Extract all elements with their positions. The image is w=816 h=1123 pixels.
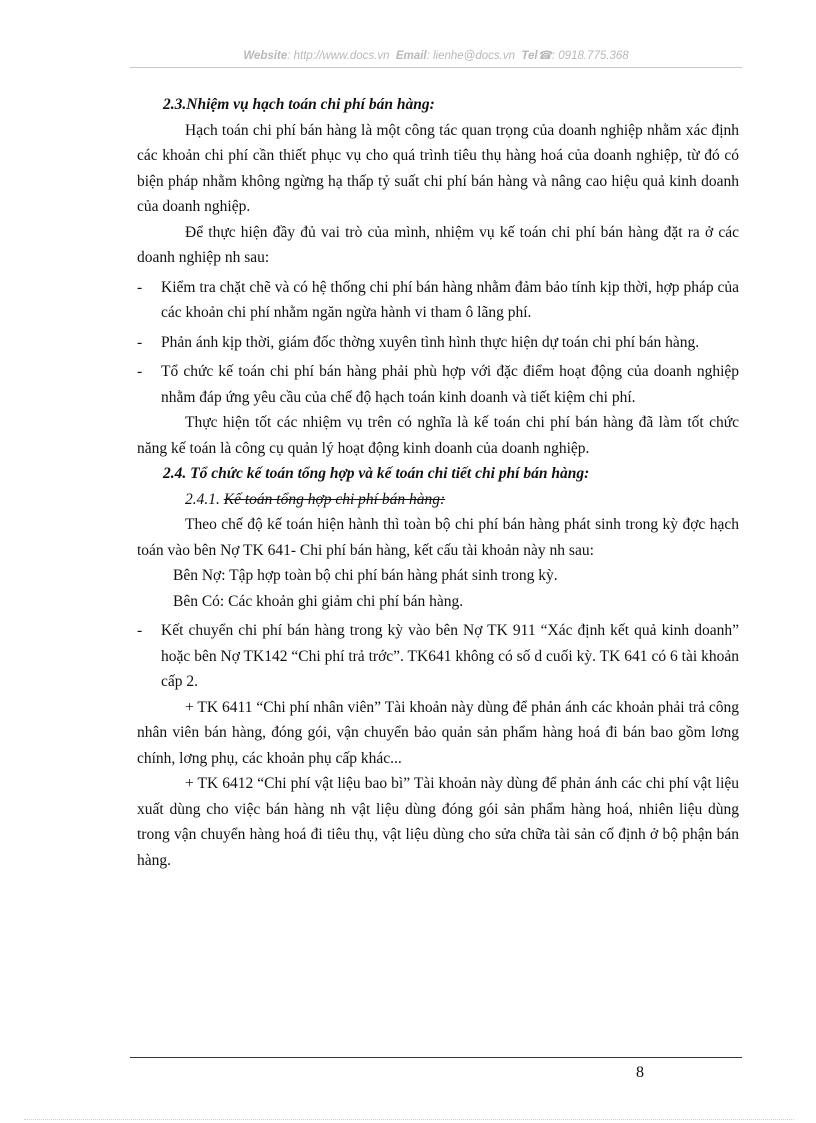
bullet-item — [137, 330, 739, 356]
page-bottom-border — [24, 1119, 794, 1120]
paragraph: + TK 6412 “Chi phí vật liệu bao bì” Tài khoản này dùng để phản ánh các chi phí vật liệu xuất dùng cho việc bán hàng nh vật liệu dùng đóng gói sản phẩm hàng hoá, nhiên liệu dùng trong vận chuyển hàng hoá đi tiêu thụ, vật liệu dùng cho sửa chữa tài sản cố định ở bộ phận bán hàng. — [137, 775, 739, 869]
email-value: : lienhe@docs.vn — [426, 50, 515, 62]
page-header — [130, 48, 742, 68]
paragraph: Thực hiện tốt các nhiệm vụ trên có nghĩa là kế toán chi phí bán hàng đã làm tốt chức năng kế toán là công cụ quản lý hoạt động kinh doanh của doanh nghiệp. — [137, 414, 739, 457]
subsection-heading-2-4-1 — [137, 487, 739, 513]
paragraph: Để thực hiện đầy đủ vai trò của mình, nhiệm vụ kế toán chi phí bán hàng đặt ra ở các doanh nghiệp nh sau: — [137, 223, 739, 266]
section-heading-2-3: 2.3.Nhiệm vụ hạch toán chi phí bán hàng: — [163, 96, 435, 113]
phone-icon: ☎ — [537, 50, 552, 62]
debit-line: Bên Nợ: Tập hợp toàn bộ chi phí bán hàng phát sinh trong kỳ. — [173, 567, 558, 584]
bullet-item — [137, 275, 739, 326]
paragraph: Hạch toán chi phí bán hàng là một công tác quan trọng của doanh nghiệp nhằm xác định các khoản chi phí cần thiết phục vụ cho quá trình tiêu thụ hàng hoá của doanh nghiệp, từ đó có biện pháp nhằm không ngừng hạ thấp tỷ suất chi phí bán hàng và nâng cao hiệu quả kinh doanh của doanh nghiệp. — [137, 121, 739, 215]
header-divider — [130, 67, 742, 68]
bullet-text: Kiểm tra chặt chẽ và có hệ thống chi phí bán hàng nhằm đảm bảo tính kịp thời, hợp pháp của các khoản chi phí nhằm ngăn ngừa hành vi tham ô lãng phí. — [161, 278, 739, 321]
section-heading-2-4: 2.4. Tổ chức kế toán tổng hợp và kế toán chi tiết chi phí bán hàng: — [163, 465, 590, 482]
tel-value: : 0918.775.368 — [551, 50, 629, 62]
page-number: 8 — [636, 1064, 644, 1081]
tel-label: Tel — [521, 50, 538, 62]
bullet-text: Kết chuyển chi phí bán hàng trong kỳ vào bên Nợ TK 911 “Xác định kết quả kinh doanh” hoặc bên Nợ TK142 “Chi phí trả trớc”. TK641 không có số d cuối kỳ. TK 641 có 6 tài khoản cấp 2. — [161, 622, 739, 690]
dash-icon: - — [137, 333, 143, 351]
paragraph: + TK 6411 “Chi phí nhân viên” Tài khoản này dùng để phản ánh các khoản phải trả công nhân viên bán hàng, đóng gói, vận chuyển bảo quản sản phẩm hàng hoá đi bán bao gồm lơng chính, lơng phụ, các khoản phụ cấp khác... — [137, 698, 739, 767]
bullet-item — [137, 359, 739, 410]
email-label: Email — [395, 50, 427, 62]
website-label: Website — [243, 50, 288, 62]
website-value: : http://www.docs.vn — [287, 50, 390, 62]
credit-line: Bên Có: Các khoản ghi giảm chi phí bán hàng. — [173, 592, 464, 610]
dash-icon: - — [137, 363, 143, 380]
dash-icon: - — [137, 622, 143, 639]
dash-icon: - — [137, 278, 143, 296]
subsection-title: Kế toán tổng hợp chi phí bán hàng: — [223, 490, 446, 508]
bullet-item — [137, 618, 739, 695]
bullet-text: Tổ chức kế toán chi phí bán hàng phải phù hợp với đặc điểm hoạt động của doanh nghiệp nhằm đáp ứng yêu cầu của chế độ hạch toán kinh doanh và tiết kiệm chi phí. — [161, 363, 739, 406]
footer-divider — [130, 1057, 742, 1058]
bullet-text: Phản ánh kịp thời, giám đốc thờng xuyên tình hình thực hiện dự toán chi phí bán hàng. — [161, 333, 700, 351]
paragraph: Theo chế độ kế toán hiện hành thì toàn bộ chi phí bán hàng phát sinh trong kỳ đợc hạch toán vào bên Nợ TK 641- Chi phí bán hàng, kết cấu tài khoản này nh sau: — [137, 516, 739, 559]
subsection-number: 2.4.1. — [185, 490, 220, 508]
document-body — [137, 92, 739, 873]
